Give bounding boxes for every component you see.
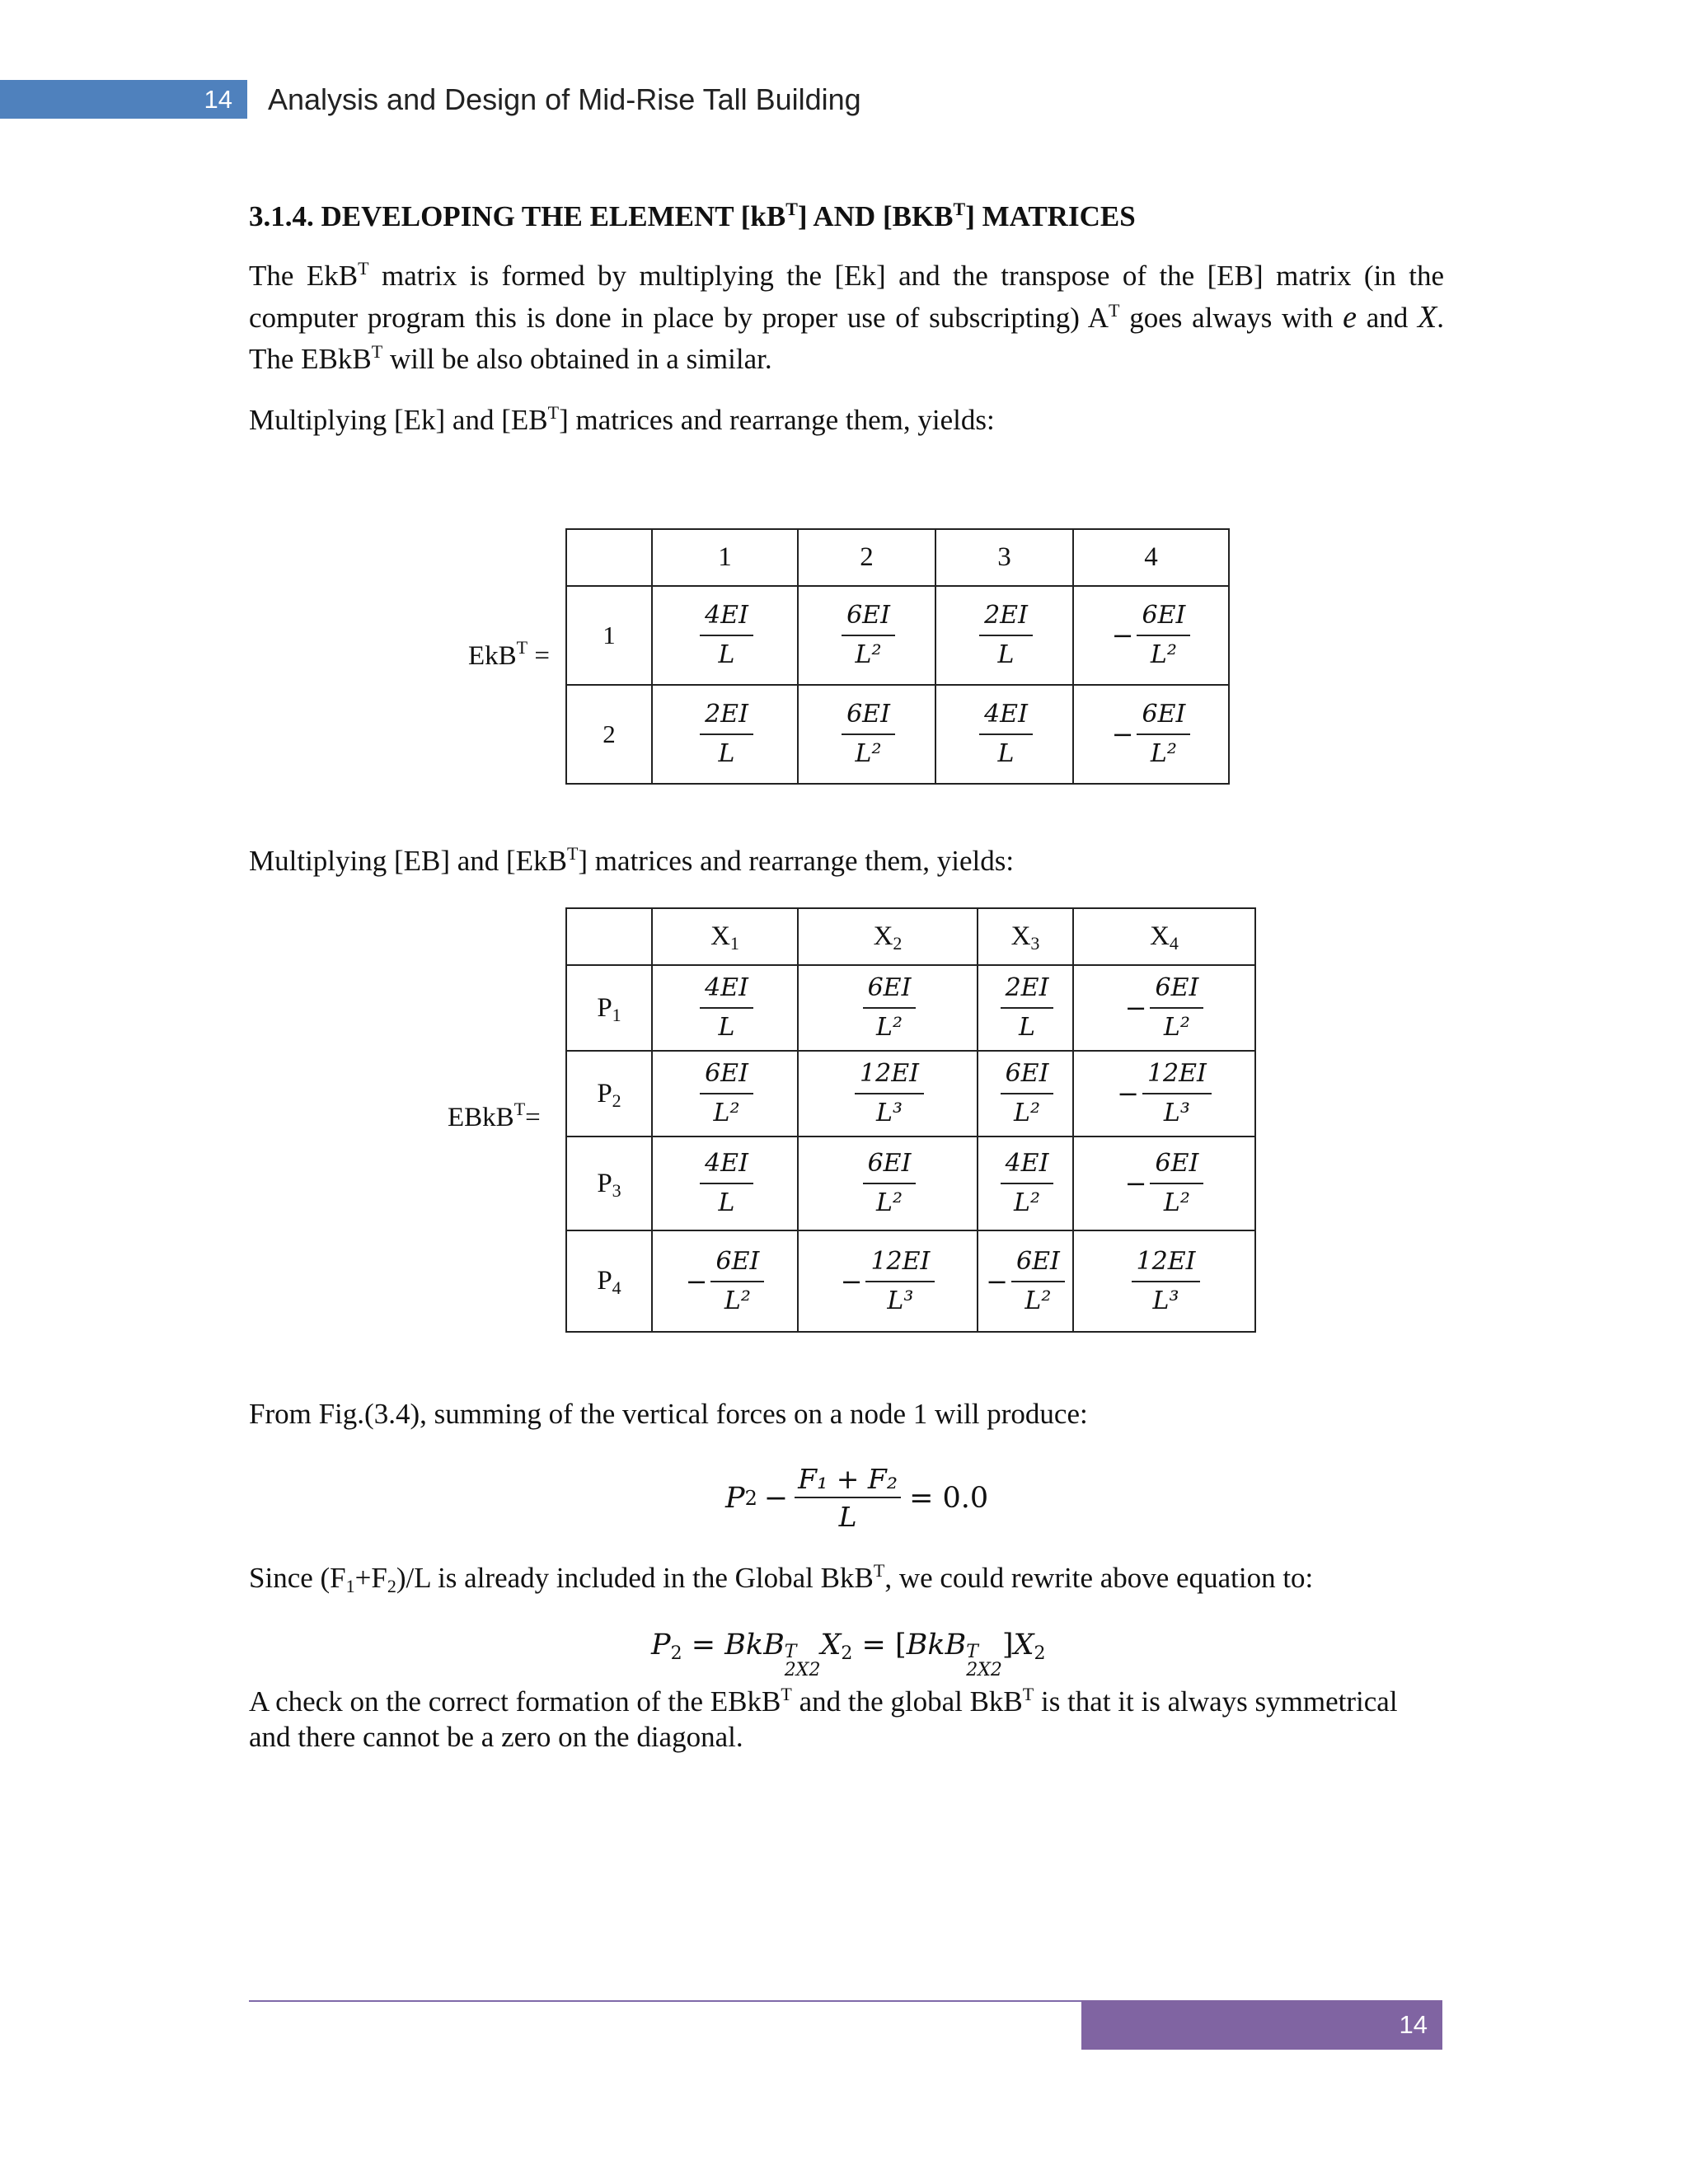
matrix1-col-header: 3 — [935, 529, 1073, 586]
footer-page-number: 14 — [1399, 2010, 1428, 2039]
matrix2-cell: $\frac{2EI}{L}$ — [978, 965, 1073, 1051]
ekbt-matrix-table — [565, 528, 1230, 785]
matrix1-label: EkB$^T$ = — [468, 637, 550, 671]
matrix2-row-label: $P_4$ — [566, 1230, 652, 1332]
matrix2-cell: $\frac{4EI}{L}$ — [652, 965, 798, 1051]
matrix1-cell: $\frac{2EI}{L}$ — [935, 586, 1073, 685]
matrix1-row-label: 1 — [603, 620, 616, 649]
matrix2-cell: − $\frac{6EI}{\text{L²}}$ — [1073, 1137, 1255, 1230]
matrix2-row — [566, 965, 1255, 1051]
matrix1-cell: $\frac{6EI}{\text{L²}}$ — [798, 586, 935, 685]
matrix2-cell: $\frac{6EI}{\text{L²}}$ — [798, 1137, 978, 1230]
matrix1-corner-cell — [566, 529, 652, 586]
matrix1-col-header: 1 — [652, 529, 798, 586]
matrix1-cell: $\frac{4EI}{L}$ — [652, 586, 798, 685]
matrix2-cell: $\frac{6EI}{\text{L²}}$ — [978, 1051, 1073, 1137]
matrix2-row-label: $P_1$ — [566, 965, 652, 1051]
matrix2-col-header: $X_3$ — [978, 908, 1073, 965]
matrix1-cell: $\frac{4EI}{L}$ — [935, 685, 1073, 784]
equilibrium-equation: P 2 − $\frac{\text{F₁ + F₂}}{L}$ = 0.0 — [725, 1463, 989, 1533]
matrix2-cell: $\frac{6EI}{\text{L²}}$ — [652, 1051, 798, 1137]
matrix1-cell: − $\frac{6EI}{\text{L²}}$ — [1073, 685, 1229, 784]
matrix1-col-header: 2 — [798, 529, 935, 586]
matrix2-cell: $\frac{4EI}{\text{L²}}$ — [978, 1137, 1073, 1230]
matrix1-row — [566, 685, 1229, 784]
matrix2-row-label: $P_2$ — [566, 1051, 652, 1137]
symmetry-check-paragraph: A check on the correct formation of the EBkB$^T$ and the global BkB$^T$ is that it is always symmetrical and there cannot be a zero on the diagonal. — [249, 1684, 1398, 1753]
matrix2-cell: $\frac{4EI}{L}$ — [652, 1137, 798, 1230]
matrix2-cell: − $\frac{6EI}{\text{L²}}$ — [978, 1230, 1073, 1332]
matrix1-col-header: 4 — [1073, 529, 1229, 586]
vertical-forces-paragraph: From Fig.(3.4), summing of the vertical forces on a node 1 will produce: — [249, 1398, 1088, 1430]
matrix2-col-header: $X_2$ — [798, 908, 978, 965]
matrix2-row — [566, 1137, 1255, 1230]
matrix2-cell: − $\frac{12EI}{\text{L³}}$ — [798, 1230, 978, 1332]
matrix2-cell: − $\frac{6EI}{\text{L²}}$ — [1073, 965, 1255, 1051]
matrix1-cell: − $\frac{6EI}{\text{L²}}$ — [1073, 586, 1229, 685]
matrix2-label: EBkB$^T$= — [448, 1099, 541, 1132]
matrix2-cell: $\frac{6EI}{\text{L²}}$ — [798, 965, 978, 1051]
matrix2-intro: Multiplying [EB] and [EkB$^T$] matrices and rearrange them, yields: — [249, 843, 1015, 877]
rewritten-equation: $P_2$ = BkB T 2X2 $X_2 = [BkB$ T 2X2 ]$X_2$ — [651, 1629, 1046, 1680]
matrix1-intro: Multiplying [Ek] and $[EB^T]$ matrices and rearrange them, yields: — [249, 402, 995, 436]
ebkbt-matrix-table — [565, 907, 1256, 1333]
matrix2-row — [566, 1051, 1255, 1137]
header-title: Analysis and Design of Mid-Rise Tall Building — [268, 82, 861, 116]
global-bkb-paragraph: Since $(F_1+F_2)/L$ is already included in the Global BkB$^T$, we could rewrite above equation to: — [249, 1560, 1314, 1596]
matrix2-cell: $\frac{12EI}{\text{L³}}$ — [798, 1051, 978, 1137]
matrix2-col-header: $X_1$ — [652, 908, 798, 965]
matrix2-corner-cell — [566, 908, 652, 965]
matrix2-col-header: $X_4$ — [1073, 908, 1255, 965]
matrix2-row-label: $P_3$ — [566, 1137, 652, 1230]
matrix2-row — [566, 1230, 1255, 1332]
intro-paragraph: The EkB$^T$ matrix is formed by multiplying the [Ek] and the transpose of the [EB] matrix (in the computer program this is done in place by proper use of subscripting) $A^T$ goes always with e and X. The EBkB$^T$ will be also obtained in a similar. — [249, 258, 1444, 375]
matrix2-cell: − $\frac{6EI}{\text{L²}}$ — [652, 1230, 798, 1332]
matrix2-cell: − $\frac{12EI}{\text{L³}}$ — [1073, 1051, 1255, 1137]
section-heading: 3.1.4. DEVELOPING THE ELEMENT $[kB^T]$ AND $[BKB^T]$ MATRICES — [249, 199, 1136, 232]
matrix1-cell: $\frac{2EI}{L}$ — [652, 685, 798, 784]
header-page-number: 14 — [204, 85, 232, 114]
matrix2-cell: $\frac{12EI}{\text{L³}}$ — [1073, 1230, 1255, 1332]
matrix1-row — [566, 586, 1229, 685]
matrix1-row-label: 2 — [603, 719, 616, 748]
matrix1-cell: $\frac{6EI}{\text{L²}}$ — [798, 685, 935, 784]
